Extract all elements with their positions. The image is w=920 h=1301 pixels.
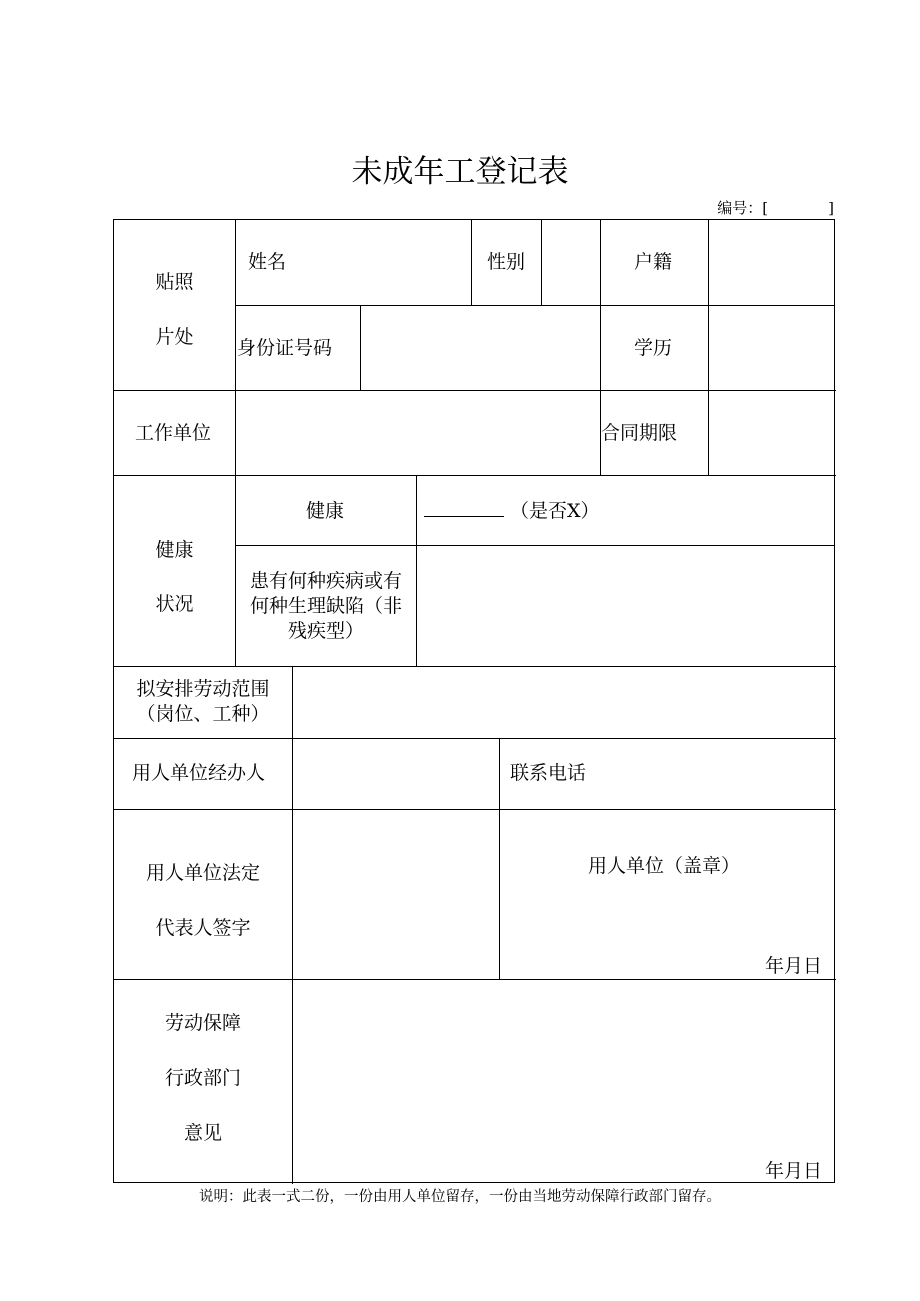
work-unit-label: 工作单位	[135, 422, 212, 444]
healthy-field[interactable]: （是否X）	[424, 502, 600, 521]
photo-label-1: 贴照	[155, 271, 194, 293]
grid-line	[235, 545, 835, 546]
labor-dept-label: 劳动保障 行政部门 意见	[164, 1012, 241, 1144]
labor-scope-label: 拟安排劳动范围 （岗位、工种）	[136, 678, 270, 725]
grid-line	[114, 666, 836, 667]
gender-label: 性别	[487, 251, 526, 273]
grid-line	[708, 220, 709, 475]
grid-line	[292, 666, 293, 1184]
form-note: 说明：此表一式二份，一份由用人单位留存，一份由当地劳动保障行政部门留存。	[199, 1189, 721, 1205]
serial-close-bracket: ]	[828, 199, 834, 217]
serial-number	[717, 197, 834, 218]
grid-line	[114, 979, 836, 980]
grid-line	[235, 305, 835, 306]
education-label: 学历	[634, 337, 673, 359]
grid-line	[235, 220, 236, 666]
date-label-1: 年月日	[765, 955, 823, 977]
date-label-2: 年月日	[765, 1160, 823, 1182]
serial-open-bracket: [	[762, 199, 769, 217]
employer-seal-label: 用人单位（盖章）	[588, 855, 741, 877]
photo-label-2: 片处	[155, 326, 194, 348]
grid-line	[471, 220, 472, 305]
photo-area[interactable]	[114, 267, 235, 349]
household-label: 户籍	[634, 251, 673, 273]
form-title: 未成年工登记表	[351, 154, 569, 190]
contract-term-label: 合同期限	[601, 422, 678, 444]
grid-line	[114, 390, 836, 391]
health-status-label: 健康 状况	[155, 539, 194, 615]
grid-line	[416, 475, 417, 666]
grid-line	[114, 738, 836, 739]
grid-line	[360, 305, 361, 390]
healthy-label: 健康	[306, 500, 345, 522]
id-number-label: 身份证号码	[237, 337, 333, 359]
legal-rep-label: 用人单位法定 代表人签字	[145, 862, 260, 939]
healthy-blank	[424, 502, 504, 517]
grid-line	[114, 809, 836, 810]
grid-line	[541, 220, 542, 305]
disease-label: 患有何种疾病或有 何种生理缺陷（非 残疾型）	[249, 570, 402, 642]
serial-label: 编号：	[717, 199, 763, 217]
phone-label: 联系电话	[510, 762, 587, 784]
grid-line	[499, 738, 500, 979]
name-label: 姓名	[248, 251, 287, 273]
handler-label: 用人单位经办人	[132, 762, 266, 784]
registration-form	[113, 219, 835, 1183]
grid-line	[114, 475, 836, 476]
